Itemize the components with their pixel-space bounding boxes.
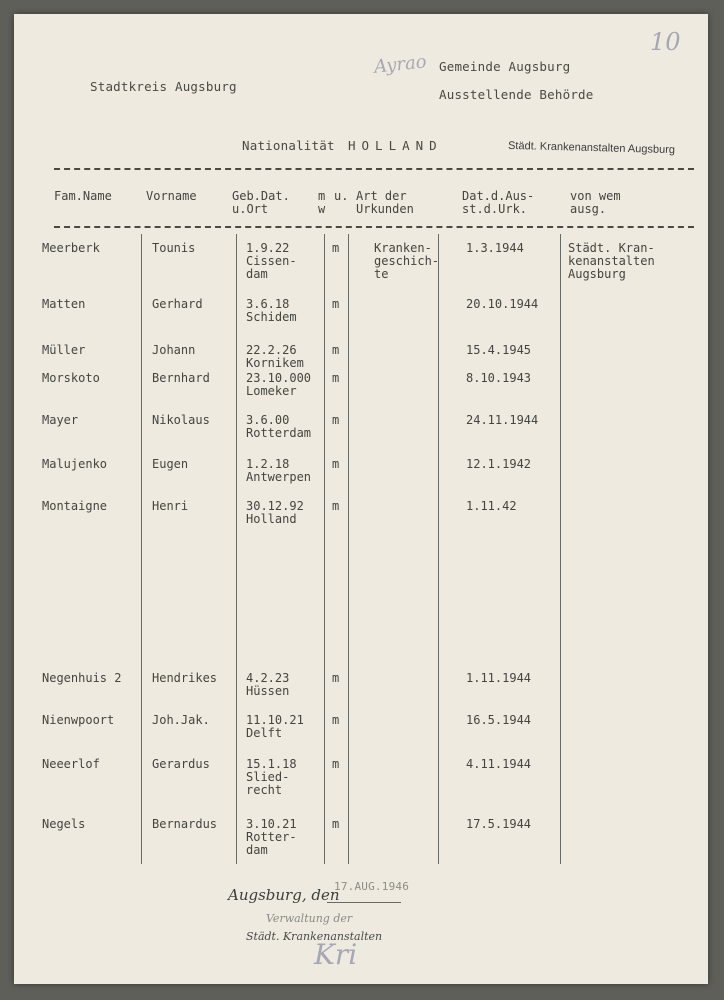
header-rule-top [54,168,694,170]
cell-mw: m [332,817,340,831]
column-divider [236,234,237,864]
cell-mw: m [332,413,340,427]
cell-geb: 4.2.23 Hüssen [246,671,290,698]
footer-date-line [327,902,401,903]
column-divider [438,234,439,864]
cell-dat: 20.10.1944 [466,297,539,311]
cell-geb: 1.9.22 Cissen- dam [246,241,297,281]
footer-date-stamp: 17.AUG.1946 [334,880,410,893]
cell-art: Kranken- geschich- te [374,241,440,281]
cell-dat: 4.11.1944 [466,757,532,771]
cell-mw: m [332,671,340,685]
cell-dat: 17.5.1944 [466,817,532,831]
cell-dat: 1.11.42 [466,499,517,513]
cell-vorname: Bernardus [152,817,218,831]
cell-geb: 11.10.21 Delft [246,713,304,740]
cell-dat: 1.11.1944 [466,671,532,685]
footer-verwaltung: Verwaltung der [266,912,353,925]
cell-mw: m [332,757,340,771]
column-divider [560,234,561,864]
cell-mw: m [332,371,340,385]
signature: Kri [314,938,358,971]
cell-mw: m [332,713,340,727]
pencil-note: Ayrao [373,51,428,78]
column-divider [348,234,349,864]
cell-dat: 8.10.1943 [466,371,532,385]
cell-geb: 23.10.000 Lomeker [246,371,312,398]
cell-name: Meerberk [42,241,100,255]
cell-vorname: Joh.Jak. [152,713,210,727]
column-header: von wem ausg. [570,189,621,216]
nationalitaet-label: Nationalität [242,138,335,153]
cell-name: Negenhuis 2 [42,671,122,685]
column-header: Art der Urkunden [356,189,414,216]
cell-mw: m [332,499,340,513]
cell-von: Städt. Kran- kenanstalten Augsburg [568,241,655,281]
cell-name: Morskoto [42,371,100,385]
cell-vorname: Gerhard [152,297,203,311]
footer-anstalten: Städt. Krankenanstalten [246,930,383,943]
cell-mw: m [332,297,340,311]
cell-name: Neeerlof [42,757,100,771]
cell-mw: m [332,343,340,357]
nationalitaet-value: HOLLAND [348,138,443,153]
column-divider [324,234,325,864]
cell-geb: 3.6.00 Rotterdam [246,413,312,440]
footer-place: Augsburg, den [228,886,340,904]
behoerde-label: Ausstellende Behörde [439,87,594,102]
cell-mw: m [332,241,340,255]
cell-name: Müller [42,343,86,357]
cell-vorname: Tounis [152,241,196,255]
column-header: Fam.Name [54,189,112,203]
cell-name: Nienwpoort [42,713,115,727]
cell-name: Mayer [42,413,79,427]
cell-vorname: Henri [152,499,189,513]
cell-geb: 1.2.18 Antwerpen [246,457,312,484]
header-rule-bottom [54,226,694,228]
cell-vorname: Bernhard [152,371,210,385]
cell-geb: 30.12.92 Holland [246,499,304,526]
cell-dat: 16.5.1944 [466,713,532,727]
krankenanstalten-stamp: Städt. Krankenanstalten Augsburg [507,139,676,157]
cell-mw: m [332,457,340,471]
column-header: Geb.Dat. u.Ort [232,189,290,216]
cell-name: Negels [42,817,86,831]
column-header: m w [318,189,326,216]
cell-geb: 3.10.21 Rotter- dam [246,817,297,857]
column-divider [141,234,142,864]
cell-vorname: Hendrikes [152,671,218,685]
cell-dat: 15.4.1945 [466,343,532,357]
gemeinde-label: Gemeinde Augsburg [439,59,571,74]
stadtkreis-label: Stadtkreis Augsburg [90,79,237,94]
cell-dat: 24.11.1944 [466,413,539,427]
column-header: Dat.d.Aus- st.d.Urk. [462,189,535,216]
page-number: 10 [650,28,681,56]
cell-dat: 1.3.1944 [466,241,524,255]
column-header: u. [334,189,349,203]
cell-vorname: Gerardus [152,757,210,771]
document-sheet [14,14,708,984]
cell-vorname: Nikolaus [152,413,210,427]
column-header: Vorname [146,189,197,203]
cell-name: Malujenko [42,457,108,471]
cell-geb: 3.6.18 Schidem [246,297,297,324]
cell-vorname: Eugen [152,457,189,471]
cell-geb: 22.2.26 Kornikem [246,343,304,370]
cell-dat: 12.1.1942 [466,457,532,471]
cell-vorname: Johann [152,343,196,357]
cell-name: Matten [42,297,86,311]
cell-name: Montaigne [42,499,108,513]
cell-geb: 15.1.18 Slied- recht [246,757,297,797]
